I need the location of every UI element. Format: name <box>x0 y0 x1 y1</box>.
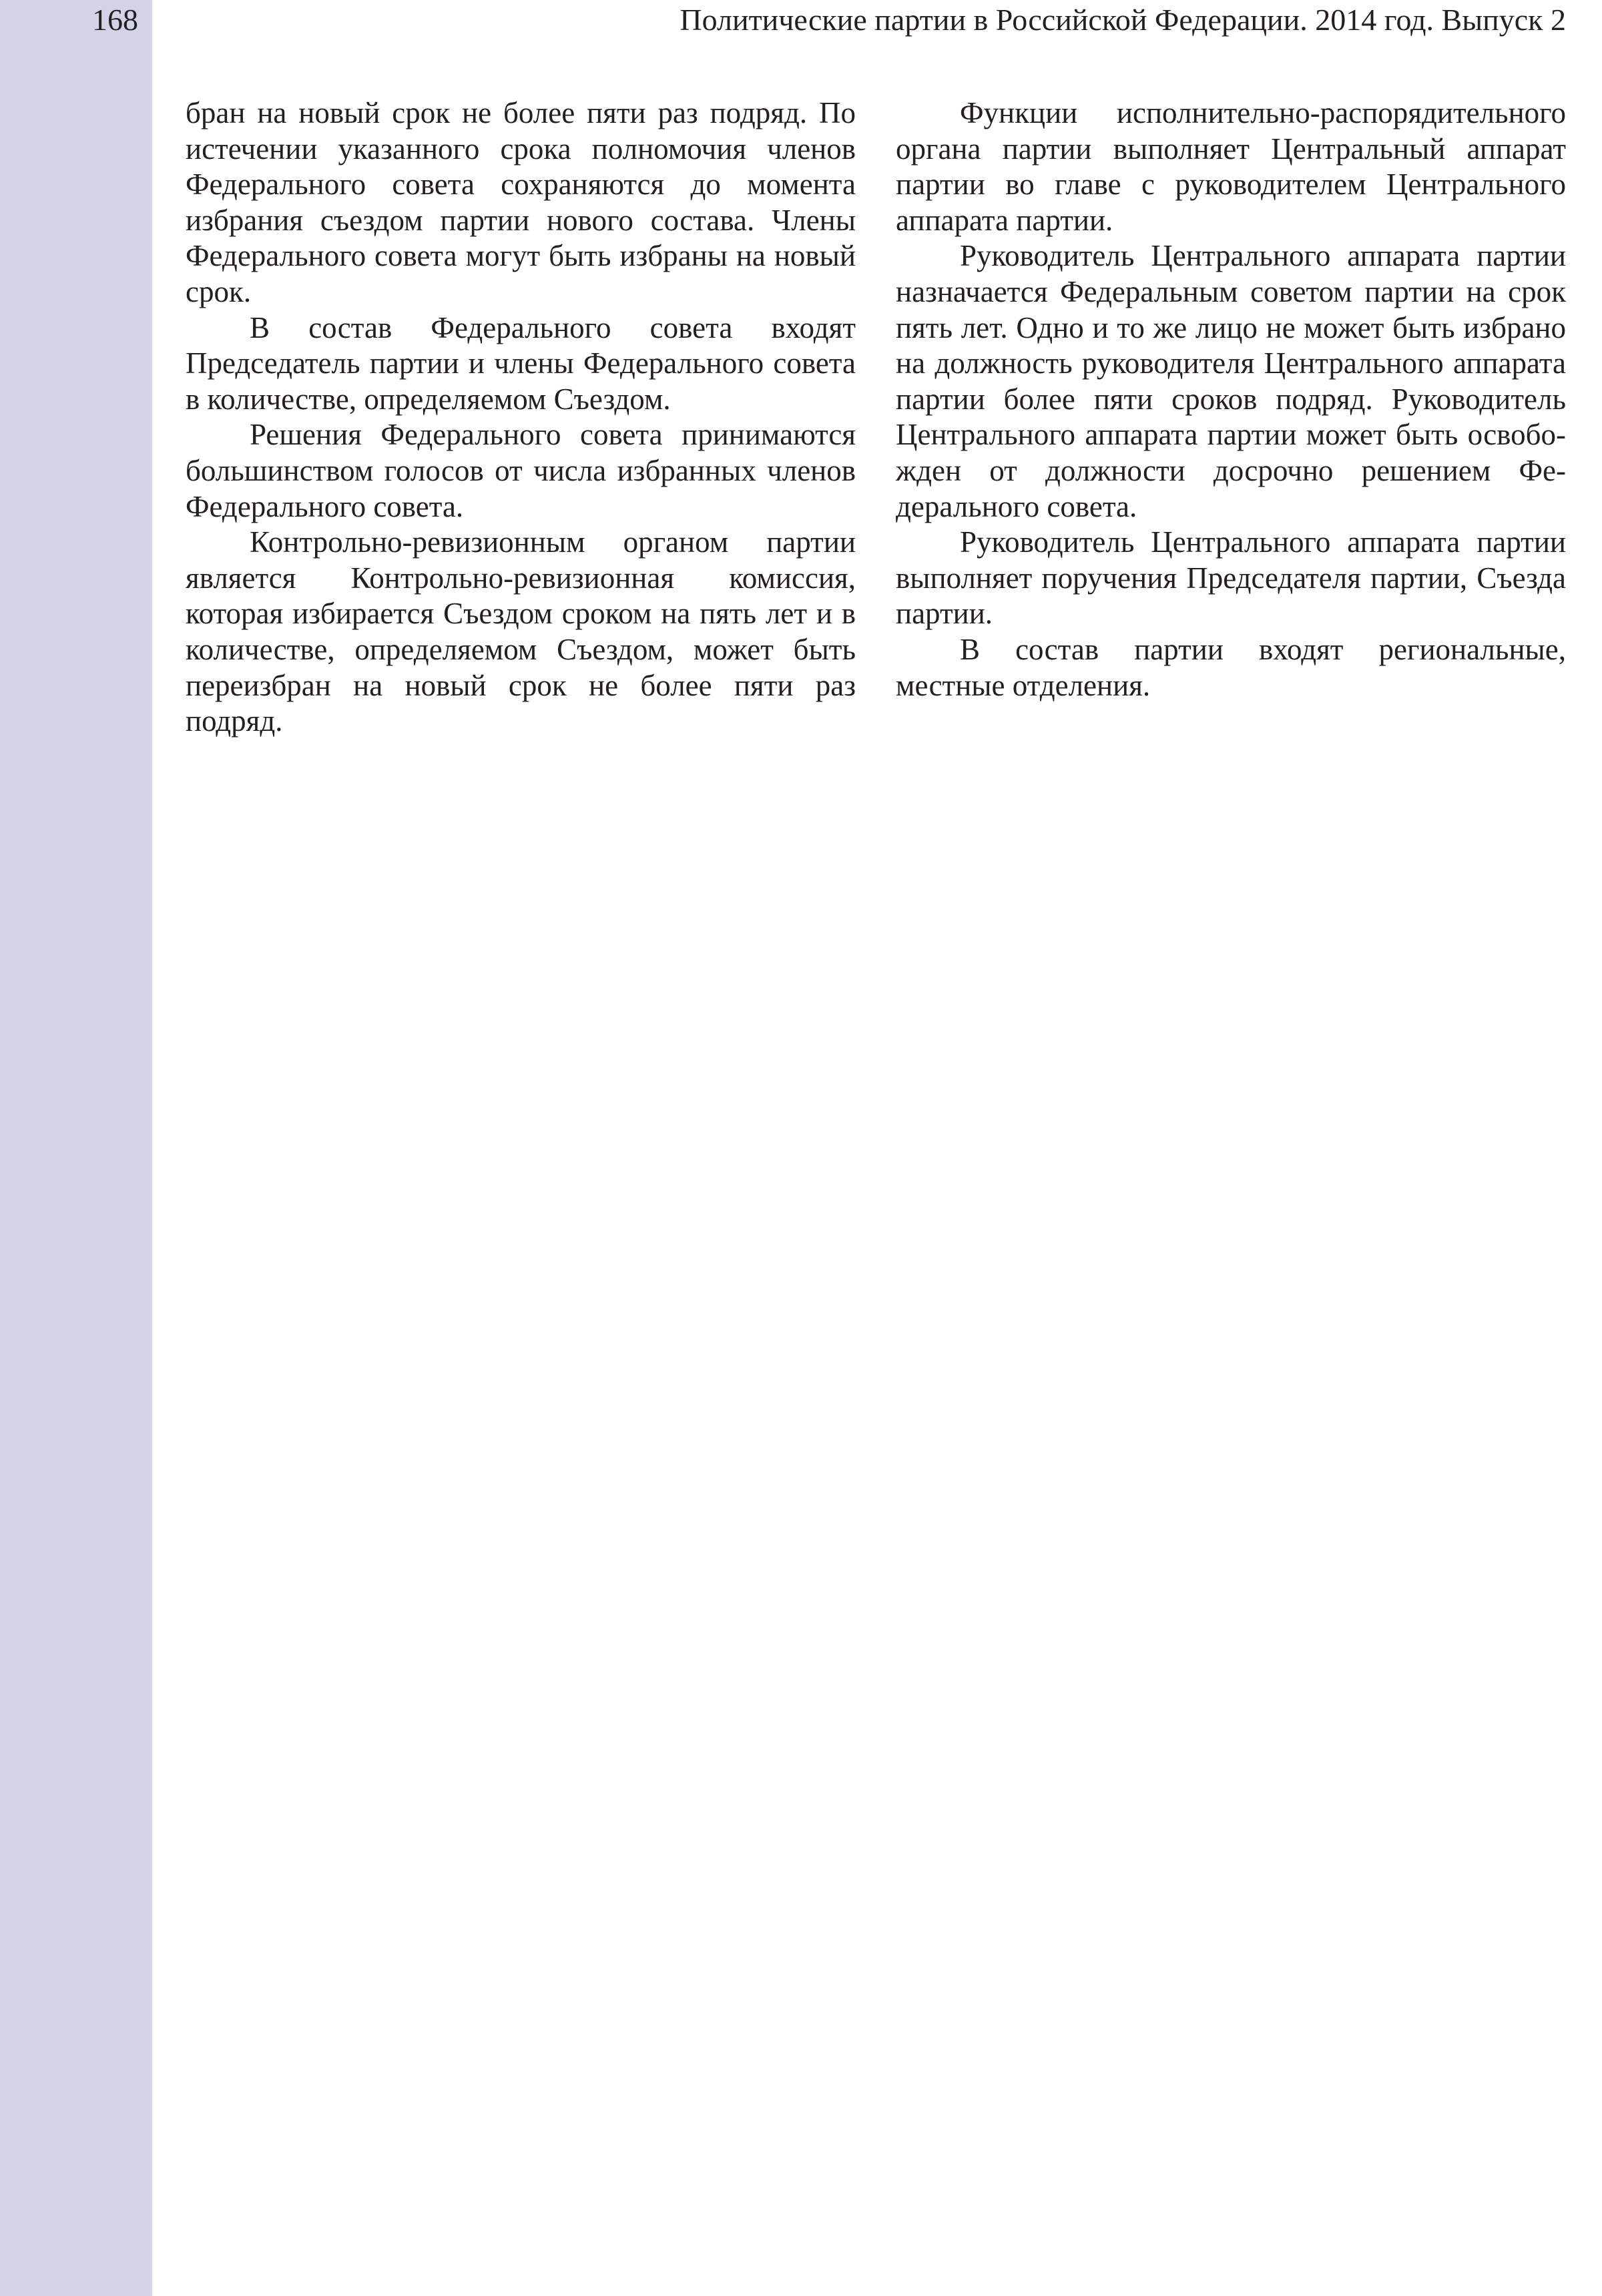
text-column-left <box>186 95 856 740</box>
text-column-right <box>896 95 1566 703</box>
paragraph: В состав Федерального совета входят Председатель партии и члены Федерального совета в количестве, определяемом Съездом. <box>186 310 856 416</box>
paragraph: Решения Федерального совета принимаются большинством голосов от числа избранных членов Федерального совета. <box>186 418 856 523</box>
paragraph: Функции исполнительно-распорядительного органа партии выполняет Центральный аппарат партии во главе с руководителем Центрального аппарата партии. <box>896 96 1566 237</box>
paragraph: Руководитель Центрального аппарата партии назначается Федеральным советом партии на срок пять лет. Одно и то же лицо не может быть избрано на должность руководителя Центрального аппарата партии более пяти сроков подряд. Руководитель Центрального аппарата партии может быть освобожден от должности досрочно решением Федерального совета. <box>896 239 1566 523</box>
paragraph: В состав партии входят региональные, местные отделения. <box>896 632 1566 702</box>
running-title: Политические партии в Российской Федерации. 2014 год. Выпуск 2 <box>680 3 1566 37</box>
page-margin-band <box>0 0 152 2296</box>
page-number: 168 <box>92 3 138 37</box>
paragraph: бран на новый срок не более пяти раз подряд. По истечении указанного срока полномочия членов Федерального совета сохраняются до момента избрания съездом партии нового состава. Члены Федерального совета могут быть избраны на новый срок. <box>186 96 856 308</box>
paragraph: Контрольно-ревизионным органом партии является Контрольно-ревизионная комиссия, которая избирается Съездом сроком на пять лет и в количестве, определяемом Съездом, может быть переизбран на новый срок не более пяти раз подряд. <box>186 525 856 738</box>
paragraph: Руководитель Центрального аппарата партии выполняет поручения Председателя партии, Съезда партии. <box>896 525 1566 631</box>
